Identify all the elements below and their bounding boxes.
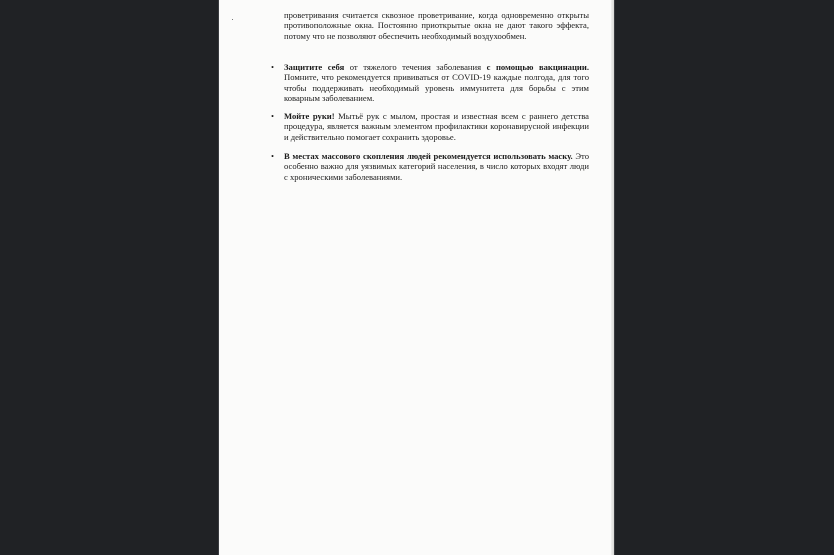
bullet-text-part: от тяжелого течения заболевания [344, 62, 487, 72]
bullet-bold-lead: В местах массового скопления людей рекомендуется использовать маску. [284, 151, 573, 161]
bullet-text-part: Мытьё рук с мылом, простая и известная всем с раннего детства процедура, является важным элементом профилактики коронавирусной инфекции и действительно помогает сохранить здоровье. [284, 111, 589, 142]
document-page[interactable] [219, 0, 614, 555]
bullet-bold-lead: Мойте руки! [284, 111, 335, 121]
bullet-marker: • [271, 111, 275, 121]
bullet-text-part: Это особенно важно для уязвимых категорий населения, в число которых входят люди с хроническими заболеваниями. [284, 151, 589, 182]
bullet-bold-mid: с помощью вакцинации. [486, 62, 589, 72]
bullet-text [284, 151, 589, 182]
intro-paragraph: проветривания считается сквозное проветривание, когда одновременно открыты противоположные окна. Постоянно приоткрытые окна не дают такого эффекта, потому что не позволяют обеспечить необходимый воздухообмен. [284, 10, 589, 41]
bullet-marker: • [271, 151, 275, 161]
page-edge-shadow [611, 0, 614, 555]
bullet-marker: • [271, 62, 275, 72]
bullet-text [284, 111, 589, 142]
bullet-bold-lead: Защитите себя [284, 62, 345, 72]
bullet-text-part: Помните, что рекомендуется прививаться от COVID-19 каждые полгода, для того чтобы поддерживать необходимый уровень иммунитета для борьбы с этим коварным заболеванием. [284, 72, 589, 103]
bullet-text [284, 62, 589, 103]
scan-speck [232, 19, 233, 20]
